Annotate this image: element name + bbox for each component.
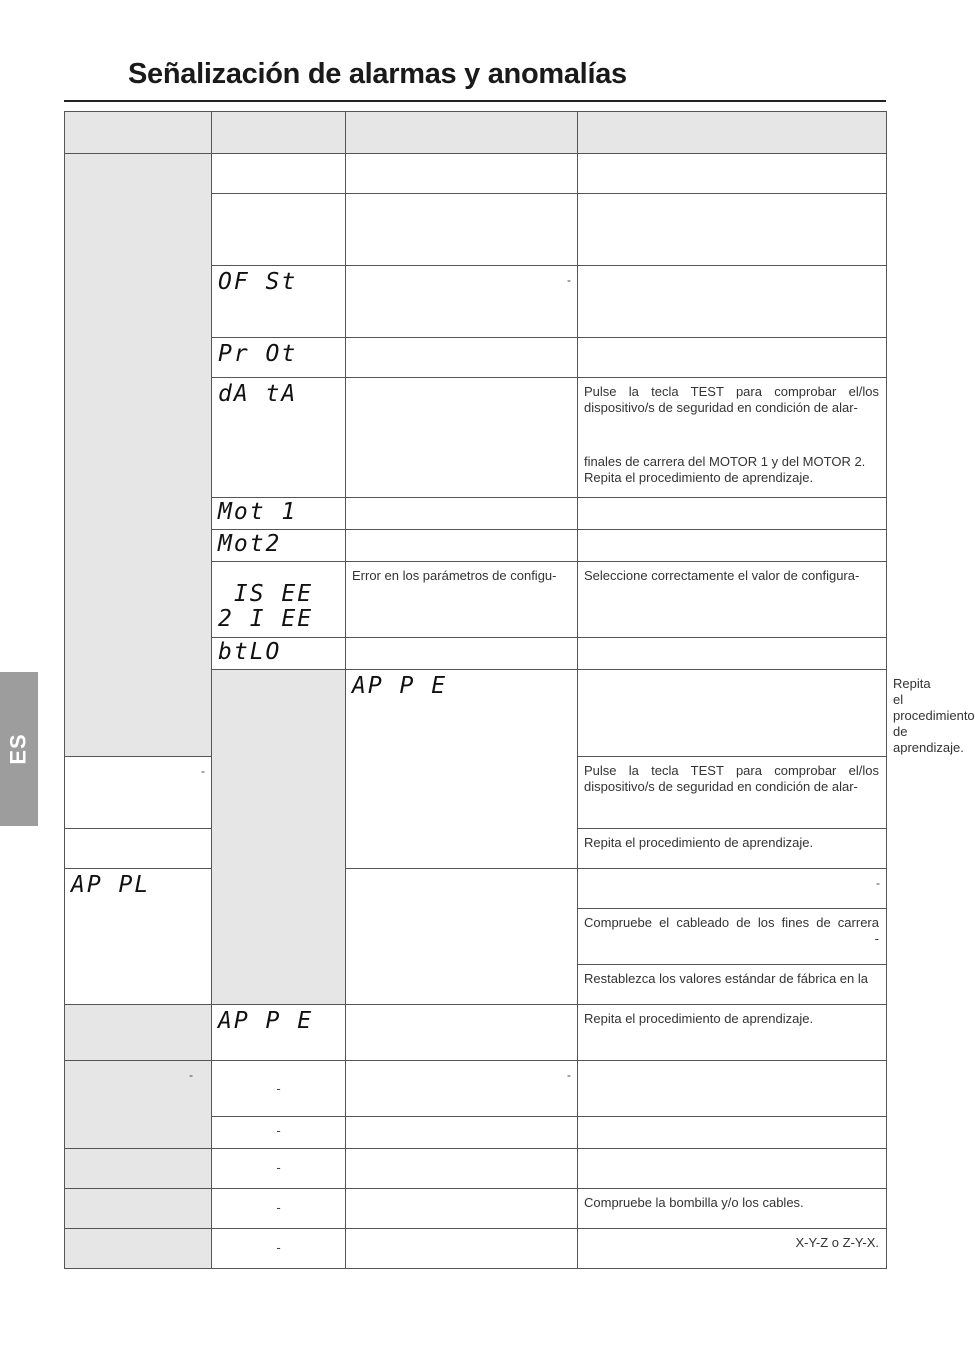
solution-text: Repita el procedimiento de aprendizaje. — [584, 470, 814, 485]
table-row — [65, 1061, 887, 1117]
code-cell — [212, 498, 346, 530]
solution-text: finales de carrera del MOTOR 1 y del MOTOR 2. — [584, 454, 866, 469]
solution-text: X-Y-Z o Z-Y-X. — [795, 1235, 879, 1250]
solution-cell — [578, 266, 887, 338]
solution-cell — [578, 829, 887, 869]
solution-text: Pulse la tecla TEST para comprobar el/los — [584, 384, 879, 399]
solution-cell — [578, 1117, 887, 1149]
solution-text: Restablezca los valores estándar de fábrica en la — [584, 971, 868, 986]
hyphen: - — [189, 1068, 193, 1082]
title-divider — [64, 100, 886, 102]
code-cell — [346, 670, 578, 869]
group-cell — [65, 1229, 212, 1269]
group-cell — [65, 1149, 212, 1189]
solution-cell — [578, 1005, 887, 1061]
group-cell — [65, 154, 212, 757]
solution-text: Compruebe el cableado de los fines de carrera — [584, 915, 879, 930]
solution-text: Pulse la tecla TEST para comprobar el/los — [584, 763, 879, 778]
cause-cell — [346, 530, 578, 562]
hyphen: - — [276, 1240, 281, 1255]
solution-text: dispositivo/s de seguridad en condición de alar- — [584, 400, 858, 415]
language-tab — [0, 672, 38, 826]
display-code: Pr Ot — [218, 341, 298, 367]
table-row — [65, 1005, 887, 1061]
header-cell — [65, 112, 212, 154]
header-cell — [346, 112, 578, 154]
solution-cell — [578, 638, 887, 670]
cause-cell — [346, 869, 578, 1005]
code-cell — [212, 266, 346, 338]
code-cell — [212, 562, 346, 638]
solution-cell — [578, 498, 887, 530]
solution-cell — [578, 378, 887, 498]
table-row — [65, 1189, 887, 1229]
solution-cell — [578, 869, 887, 909]
hyphen: - — [276, 1123, 281, 1138]
cause-cell — [346, 1005, 578, 1061]
alarms-table — [64, 111, 975, 1269]
cause-cell — [65, 757, 212, 829]
cause-cell — [346, 154, 578, 194]
table-row — [65, 154, 887, 194]
code-cell — [212, 378, 346, 498]
solution-cell — [578, 1189, 887, 1229]
language-tab-label: ES — [5, 733, 31, 765]
display-code: AP PL — [71, 872, 151, 898]
display-code: OF St — [218, 269, 298, 295]
code-cell — [212, 530, 346, 562]
solution-cell — [578, 909, 887, 965]
solution-cell — [578, 965, 887, 1005]
solution-cell — [578, 194, 887, 266]
code-cell — [212, 338, 346, 378]
display-code: dA tA — [218, 381, 298, 407]
code-cell — [212, 154, 346, 194]
cause-cell — [578, 670, 887, 757]
solution-cell — [578, 338, 887, 378]
hyphen: - — [567, 1068, 571, 1082]
page-title: Señalización de alarmas y anomalías — [128, 58, 627, 90]
hyphen: - — [876, 876, 880, 890]
cause-text: Error en los parámetros de configu- — [352, 568, 557, 583]
cause-cell — [346, 266, 578, 338]
group-cell — [65, 1189, 212, 1229]
header-cell — [578, 112, 887, 154]
table-row — [65, 1229, 887, 1269]
table-row — [65, 1149, 887, 1189]
code-cell — [212, 1149, 346, 1189]
solution-text: Repita el procedimiento de aprendizaje. — [584, 1011, 814, 1026]
cause-cell — [346, 194, 578, 266]
group-cell — [212, 670, 346, 1005]
cause-cell — [346, 562, 578, 638]
solution-cell — [578, 1149, 887, 1189]
solution-cell — [578, 154, 887, 194]
solution-text: Repita el procedimiento de aprendizaje. — [893, 676, 975, 755]
cause-cell — [346, 638, 578, 670]
group-cell — [65, 1005, 212, 1061]
code-cell — [212, 1117, 346, 1149]
display-code: btLO — [218, 639, 282, 665]
solution-text: Seleccione correctamente el valor de configura- — [584, 568, 860, 583]
cause-cell — [346, 338, 578, 378]
cause-cell — [346, 1229, 578, 1269]
hyphen: - — [276, 1160, 281, 1175]
display-code: AP P E — [352, 673, 448, 699]
code-cell — [212, 1005, 346, 1061]
table-row — [65, 869, 887, 909]
solution-cell — [578, 1061, 887, 1117]
display-code: AP P E — [218, 1008, 314, 1034]
solution-cell — [578, 530, 887, 562]
code-cell — [212, 1229, 346, 1269]
hyphen: - — [874, 931, 879, 946]
code-cell — [65, 869, 212, 1005]
solution-cell — [578, 1229, 887, 1269]
display-code: Mot 1 — [218, 499, 298, 525]
code-cell — [212, 1189, 346, 1229]
code-cell — [212, 1061, 346, 1117]
group-cell — [65, 1061, 212, 1149]
table-header-row — [65, 112, 887, 154]
code-cell — [212, 638, 346, 670]
solution-cell — [578, 562, 887, 638]
solution-cell — [578, 757, 887, 829]
cause-cell — [346, 1189, 578, 1229]
code-cell — [212, 194, 346, 266]
hyphen: - — [201, 764, 205, 778]
cause-cell — [346, 1117, 578, 1149]
cause-cell — [65, 829, 212, 869]
display-code: 2 I EE — [218, 606, 314, 632]
cause-cell — [346, 1061, 578, 1117]
solution-text: Compruebe la bombilla y/o los cables. — [584, 1195, 804, 1210]
hyphen: - — [567, 273, 571, 287]
display-code: IS EE — [218, 581, 314, 607]
solution-text: dispositivo/s de seguridad en condición de alar- — [584, 779, 858, 794]
cause-cell — [346, 1149, 578, 1189]
solution-text: Repita el procedimiento de aprendizaje. — [584, 835, 814, 850]
hyphen: - — [276, 1200, 281, 1215]
hyphen: - — [276, 1081, 281, 1096]
cause-cell — [346, 498, 578, 530]
header-cell — [212, 112, 346, 154]
cause-cell — [346, 378, 578, 498]
display-code: Mot2 — [218, 531, 282, 557]
